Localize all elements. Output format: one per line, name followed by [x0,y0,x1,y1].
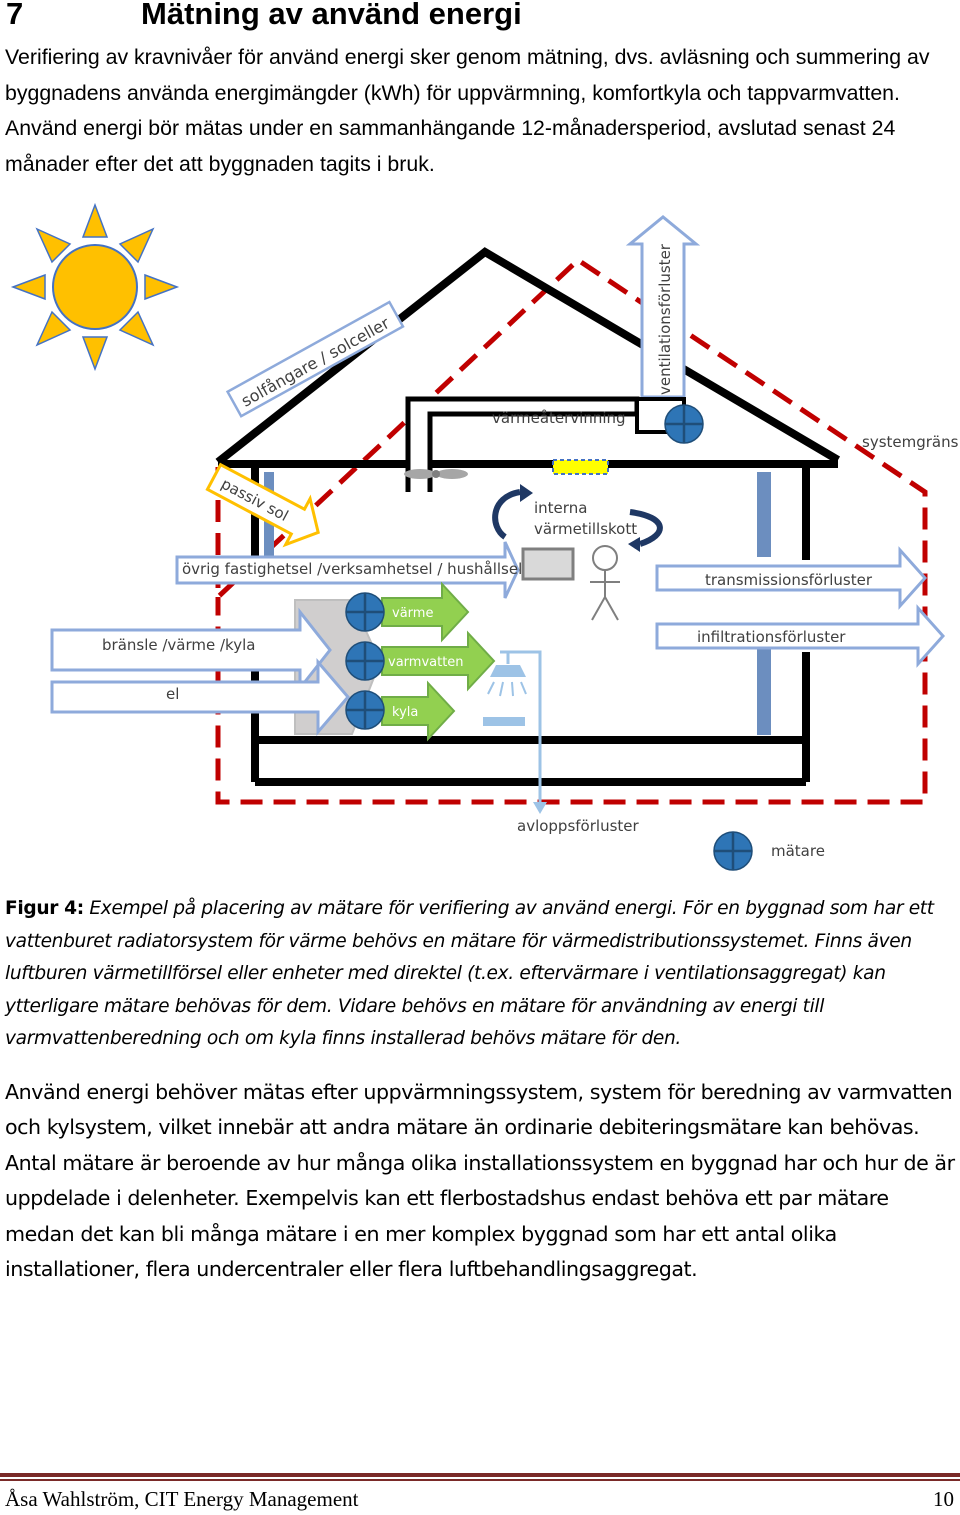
label-heat: värme [392,606,434,621]
page-number: 10 [933,1487,954,1511]
drain-arrow [533,782,547,814]
label-internal-heat-2: värmetillskott [534,520,638,538]
footer-rule-thin [0,1479,960,1481]
meter-heat [346,593,384,631]
lamp-icon [553,460,608,474]
label-property-electricity: övrig fastighetsel /verksamhetsel / hushållsel [182,560,523,578]
caption-text: Exempel på placering av mätare för verifiering av använd energi. För en byggnad som har ett vattenburet radiatorsystem för värme behövs en mätare för värmedistributionssystemet. Finns även luftburen värmetillförsel eller enheter med direktel (t.ex. eftervärmare i ventilationsaggregat) kan ytterligare mätare behövas för dem. Vidare behövs en mätare för användning av energi till varmvattenberedning och om kyla finns installerad behövs mätare för den. [5,898,934,1049]
meter-hot-water [346,642,384,680]
intro-paragraph: Verifiering av kravnivåer för använd energi sker genom mätning, dvs. avläsning och summering av byggnadens använda energimängder (kWh) för uppvärmning, komfortkyla och tappvarmvatten. Använd energi bör mätas under en sammanhängande 12-månadersperiod, avslutad senast 24 månader efter det att byggnaden tagits i bruk. [5,45,930,176]
label-electricity: el [166,685,180,703]
label-drain-losses: avloppsförluster [517,817,639,835]
energy-diagram [0,192,960,882]
caption-label: Figur 4: [5,898,84,919]
solar-panel [228,302,403,416]
label-solar: solfångare / solceller [237,313,393,411]
footer-rule [0,1473,960,1477]
label-infiltration-losses: infiltrationsförluster [697,628,846,646]
water-drops [488,682,526,696]
label-system-boundary: systemgräns [862,433,959,451]
figure-caption [5,893,960,1056]
label-passive-sun: passiv sol [218,474,292,525]
label-heat-recovery: värmeåtervinning [492,409,626,427]
body-paragraph: Använd energi behöver mätas efter uppvärmningssystem, system för beredning av varmvatten och kylsystem, vilket innebär att andra mätare än ordinarie debiteringsmätare kan behövas. Antal mätare är beroende av hur många olika installationssystem en byggnad har och hur de är uppdelade i delenheter. Exempelvis kan ett flerbostadshus endast behöva ett par mätare medan det kan bli många mätare i en mer komplex byggnad som har ett antal olika installationer, flera undercentraler eller flera luftbehandlingsaggregat. [5,1080,955,1282]
shower-head [490,665,526,677]
label-meter: mätare [771,842,825,860]
label-transmission-losses: transmissionsförluster [705,571,873,589]
sun-icon [13,205,177,369]
meter-cooling [346,691,384,729]
section-title: Mätning av använd energi [141,0,522,31]
computer-icon [523,549,573,579]
label-cooling: kyla [392,705,419,720]
internal-arrow-head [628,537,640,552]
internal-arrow-head [520,484,533,502]
label-hot-water: varmvatten [388,655,464,670]
section-heading [6,0,522,32]
label-fuel: bränsle /värme /kyla [102,636,256,654]
meter-legend-icon [714,832,752,870]
fan-icon [404,469,468,479]
label-internal-heat-1: interna [534,499,588,517]
section-number: 7 [6,0,24,31]
person-icon [590,546,620,620]
tub-icon [483,717,525,726]
footer-author: Åsa Wahlström, CIT Energy Management [5,1487,359,1511]
label-ventilation-losses: ventilationsförluster [656,244,674,395]
meter-ventilation [665,405,703,443]
